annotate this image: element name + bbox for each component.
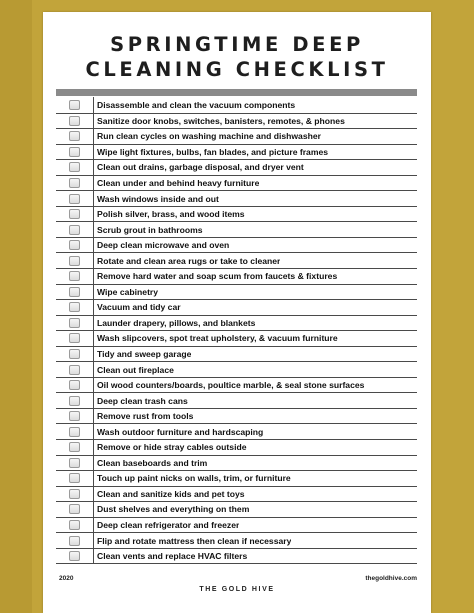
checklist-table bbox=[56, 97, 417, 564]
checklist-row bbox=[56, 206, 417, 222]
checkbox-cell bbox=[56, 191, 94, 206]
task-label: Clean baseboards and trim bbox=[97, 457, 208, 468]
checklist-row bbox=[56, 252, 417, 268]
checkbox-cell bbox=[56, 160, 94, 175]
checkbox-cell bbox=[56, 362, 94, 377]
task-label: Wipe cabinetry bbox=[97, 286, 159, 297]
task-checkbox[interactable] bbox=[69, 287, 80, 297]
checklist-sheet bbox=[43, 12, 431, 613]
checkbox-cell bbox=[56, 238, 94, 253]
checklist-row bbox=[56, 128, 417, 144]
task-label: Deep clean microwave and oven bbox=[97, 240, 230, 251]
task-label: Remove or hide stray cables outside bbox=[97, 442, 247, 453]
checkbox-cell bbox=[56, 456, 94, 471]
task-checkbox[interactable] bbox=[69, 302, 80, 312]
task-label: Oil wood counters/boards, poultice marble, & seal stone surfaces bbox=[97, 380, 365, 391]
task-checkbox[interactable] bbox=[69, 209, 80, 219]
task-label: Clean out fireplace bbox=[97, 364, 174, 375]
checklist-row bbox=[56, 517, 417, 533]
checklist-row bbox=[56, 221, 417, 237]
task-checkbox[interactable] bbox=[69, 147, 80, 157]
task-checkbox[interactable] bbox=[69, 256, 80, 266]
checkbox-cell bbox=[56, 129, 94, 144]
checkbox-cell bbox=[56, 145, 94, 160]
task-label: Clean under and behind heavy furniture bbox=[97, 178, 260, 188]
checklist-row bbox=[56, 330, 417, 346]
task-label: Polish silver, brass, and wood items bbox=[97, 209, 245, 220]
checklist-row bbox=[56, 470, 417, 486]
checklist-row bbox=[56, 113, 417, 129]
task-label: Tidy and sweep garage bbox=[97, 349, 192, 360]
task-label: Remove hard water and soap scum from faucets & fixtures bbox=[97, 271, 338, 282]
task-label: Remove rust from tools bbox=[97, 411, 194, 422]
footer-website: thegoldhive.com bbox=[365, 575, 417, 582]
task-checkbox[interactable] bbox=[69, 520, 80, 530]
title-line-2: CLEANING CHECKLIST bbox=[85, 58, 389, 81]
checkbox-cell bbox=[56, 207, 94, 222]
task-checkbox[interactable] bbox=[69, 240, 80, 250]
checklist-row bbox=[56, 144, 417, 160]
checklist-row bbox=[56, 315, 417, 331]
checkbox-cell bbox=[56, 409, 94, 424]
checklist-row bbox=[56, 299, 417, 315]
task-checkbox[interactable] bbox=[69, 271, 80, 281]
task-label: Wipe light fixtures, bulbs, fan blades, and picture frames bbox=[97, 146, 329, 157]
task-checkbox[interactable] bbox=[69, 100, 80, 110]
task-checkbox[interactable] bbox=[69, 178, 80, 188]
checkbox-cell bbox=[56, 253, 94, 268]
checklist-row bbox=[56, 377, 417, 393]
task-checkbox[interactable] bbox=[69, 411, 80, 421]
checklist-row bbox=[56, 159, 417, 175]
task-label: Vacuum and tidy car bbox=[97, 302, 181, 313]
checklist-row bbox=[56, 392, 417, 408]
checkbox-cell bbox=[56, 316, 94, 331]
task-label: Clean out drains, garbage disposal, and dryer vent bbox=[97, 162, 304, 173]
task-checkbox[interactable] bbox=[69, 131, 80, 141]
task-label: Clean and sanitize kids and pet toys bbox=[97, 488, 245, 499]
task-checkbox[interactable] bbox=[69, 458, 80, 468]
title-line-1: SPRINGTIME DEEP bbox=[110, 33, 364, 56]
brand-name: THE GOLD HIVE bbox=[199, 586, 275, 593]
task-checkbox[interactable] bbox=[69, 504, 80, 514]
checkbox-cell bbox=[56, 114, 94, 129]
task-label: Dust shelves and everything on them bbox=[97, 504, 250, 515]
page-title bbox=[43, 32, 431, 82]
checkbox-cell bbox=[56, 502, 94, 517]
task-label: Run clean cycles on washing machine and dishwasher bbox=[97, 131, 321, 142]
task-label: Disassemble and clean the vacuum components bbox=[97, 99, 296, 110]
task-checkbox[interactable] bbox=[69, 442, 80, 452]
checklist-row bbox=[56, 346, 417, 362]
task-checkbox[interactable] bbox=[69, 225, 80, 235]
task-checkbox[interactable] bbox=[69, 536, 80, 546]
checklist-row bbox=[56, 175, 417, 191]
task-label: Wash outdoor furniture and hardscaping bbox=[97, 426, 264, 437]
checkbox-cell bbox=[56, 347, 94, 362]
checklist-row bbox=[56, 532, 417, 548]
task-checkbox[interactable] bbox=[69, 427, 80, 437]
checklist-row bbox=[56, 408, 417, 424]
checklist-row bbox=[56, 548, 417, 564]
checklist-row bbox=[56, 237, 417, 253]
checkbox-cell bbox=[56, 424, 94, 439]
checklist-row bbox=[56, 284, 417, 300]
task-checkbox[interactable] bbox=[69, 162, 80, 172]
checkbox-cell bbox=[56, 518, 94, 533]
checklist-row bbox=[56, 501, 417, 517]
task-label: Deep clean refrigerator and freezer bbox=[97, 520, 240, 531]
checklist-row bbox=[56, 486, 417, 502]
checkbox-cell bbox=[56, 471, 94, 486]
task-label: Deep clean trash cans bbox=[97, 395, 188, 406]
task-label: Clean vents and replace HVAC filters bbox=[97, 551, 248, 562]
task-label: Flip and rotate mattress then clean if necessary bbox=[97, 535, 292, 546]
task-label: Wash slipcovers, spot treat upholstery, & vacuum furniture bbox=[97, 333, 338, 344]
checkbox-cell bbox=[56, 378, 94, 393]
task-checkbox[interactable] bbox=[69, 194, 80, 204]
background-frame bbox=[0, 0, 32, 613]
task-label: Sanitize door knobs, switches, banisters, remotes, & phones bbox=[97, 115, 345, 126]
task-checkbox[interactable] bbox=[69, 489, 80, 499]
footer-year: 2020 bbox=[59, 575, 74, 582]
checklist-row bbox=[56, 361, 417, 377]
checkbox-cell bbox=[56, 440, 94, 455]
task-checkbox[interactable] bbox=[69, 551, 80, 561]
checkbox-cell bbox=[56, 97, 94, 113]
checkbox-cell bbox=[56, 300, 94, 315]
task-checkbox[interactable] bbox=[69, 365, 80, 375]
task-label: Launder drapery, pillows, and blankets bbox=[97, 317, 256, 328]
task-checkbox[interactable] bbox=[69, 380, 80, 390]
task-checkbox[interactable] bbox=[69, 318, 80, 328]
checklist-row bbox=[56, 455, 417, 471]
checkbox-cell bbox=[56, 487, 94, 502]
checklist-row bbox=[56, 268, 417, 284]
task-checkbox[interactable] bbox=[69, 396, 80, 406]
checkbox-cell bbox=[56, 285, 94, 300]
task-checkbox[interactable] bbox=[69, 116, 80, 126]
checklist-row bbox=[56, 423, 417, 439]
checkbox-cell bbox=[56, 269, 94, 284]
task-label: Rotate and clean area rugs or take to cleaner bbox=[97, 255, 281, 266]
checkbox-cell bbox=[56, 533, 94, 548]
checkbox-cell bbox=[56, 176, 94, 191]
table-header-bar bbox=[56, 89, 417, 96]
task-label: Touch up paint nicks on walls, trim, or furniture bbox=[97, 473, 291, 484]
checkbox-cell bbox=[56, 331, 94, 346]
checklist-row bbox=[56, 190, 417, 206]
checklist-row bbox=[56, 97, 417, 113]
task-label: Wash windows inside and out bbox=[97, 193, 219, 204]
checkbox-cell bbox=[56, 393, 94, 408]
checklist-row bbox=[56, 439, 417, 455]
task-checkbox[interactable] bbox=[69, 349, 80, 359]
task-label: Scrub grout in bathrooms bbox=[97, 224, 203, 235]
checkbox-cell bbox=[56, 222, 94, 237]
task-checkbox[interactable] bbox=[69, 333, 80, 343]
task-checkbox[interactable] bbox=[69, 473, 80, 483]
checkbox-cell bbox=[56, 549, 94, 564]
